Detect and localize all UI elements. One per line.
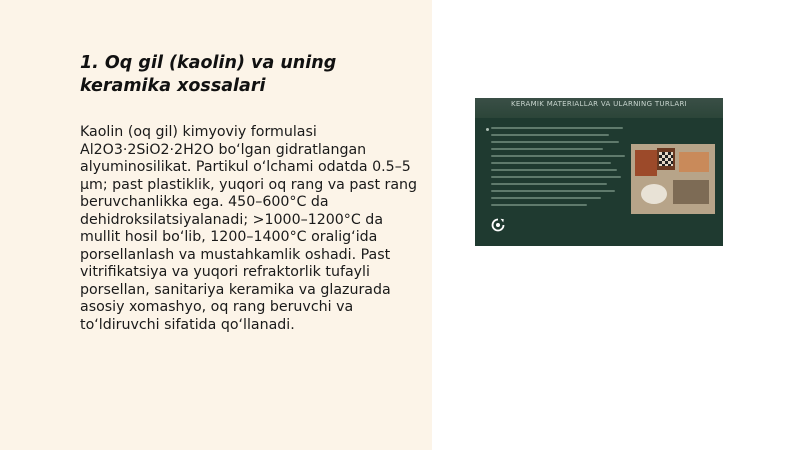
thumbnail-title: KERAMIK MATERIALLAR VA ULARNING TURLARI [511,100,687,108]
share-icon[interactable] [490,217,506,233]
slide-thumbnail-image[interactable] [475,98,723,246]
slide-body-text: Kaolin (oq gil) kimyoviy formulasi Al2O3·2SiO2·2H2O bo‘lgan gidratlangan alyuminosilikat. Partikul o‘lchami odatda 0.5–5 μm; past plastiklik, yuqori oq rang va past rang beruvchanlikka ega. 450–600°C da dehidroksilatsiyalanadi; >1000–1200°C da mullit hosil bo‘lib, 1200–1400°C oralig‘ida porsellanlash va mustahkamlik oshadi. Past vitrifikatsiya va yuqori refraktorlik tufayli porsellan, sanitariya keramika va glazurada asosiy xomashyo, oq rang beruvchi va to‘ldiruvchi sifatida qo‘llanadi. [80,124,418,333]
thumbnail-bullet [486,128,489,131]
ceramics-photo [631,144,715,214]
slide-title: 1. Oq gil (kaolin) va uning keramika xossalari [80,53,337,96]
thumbnail-text-lines [491,127,625,211]
